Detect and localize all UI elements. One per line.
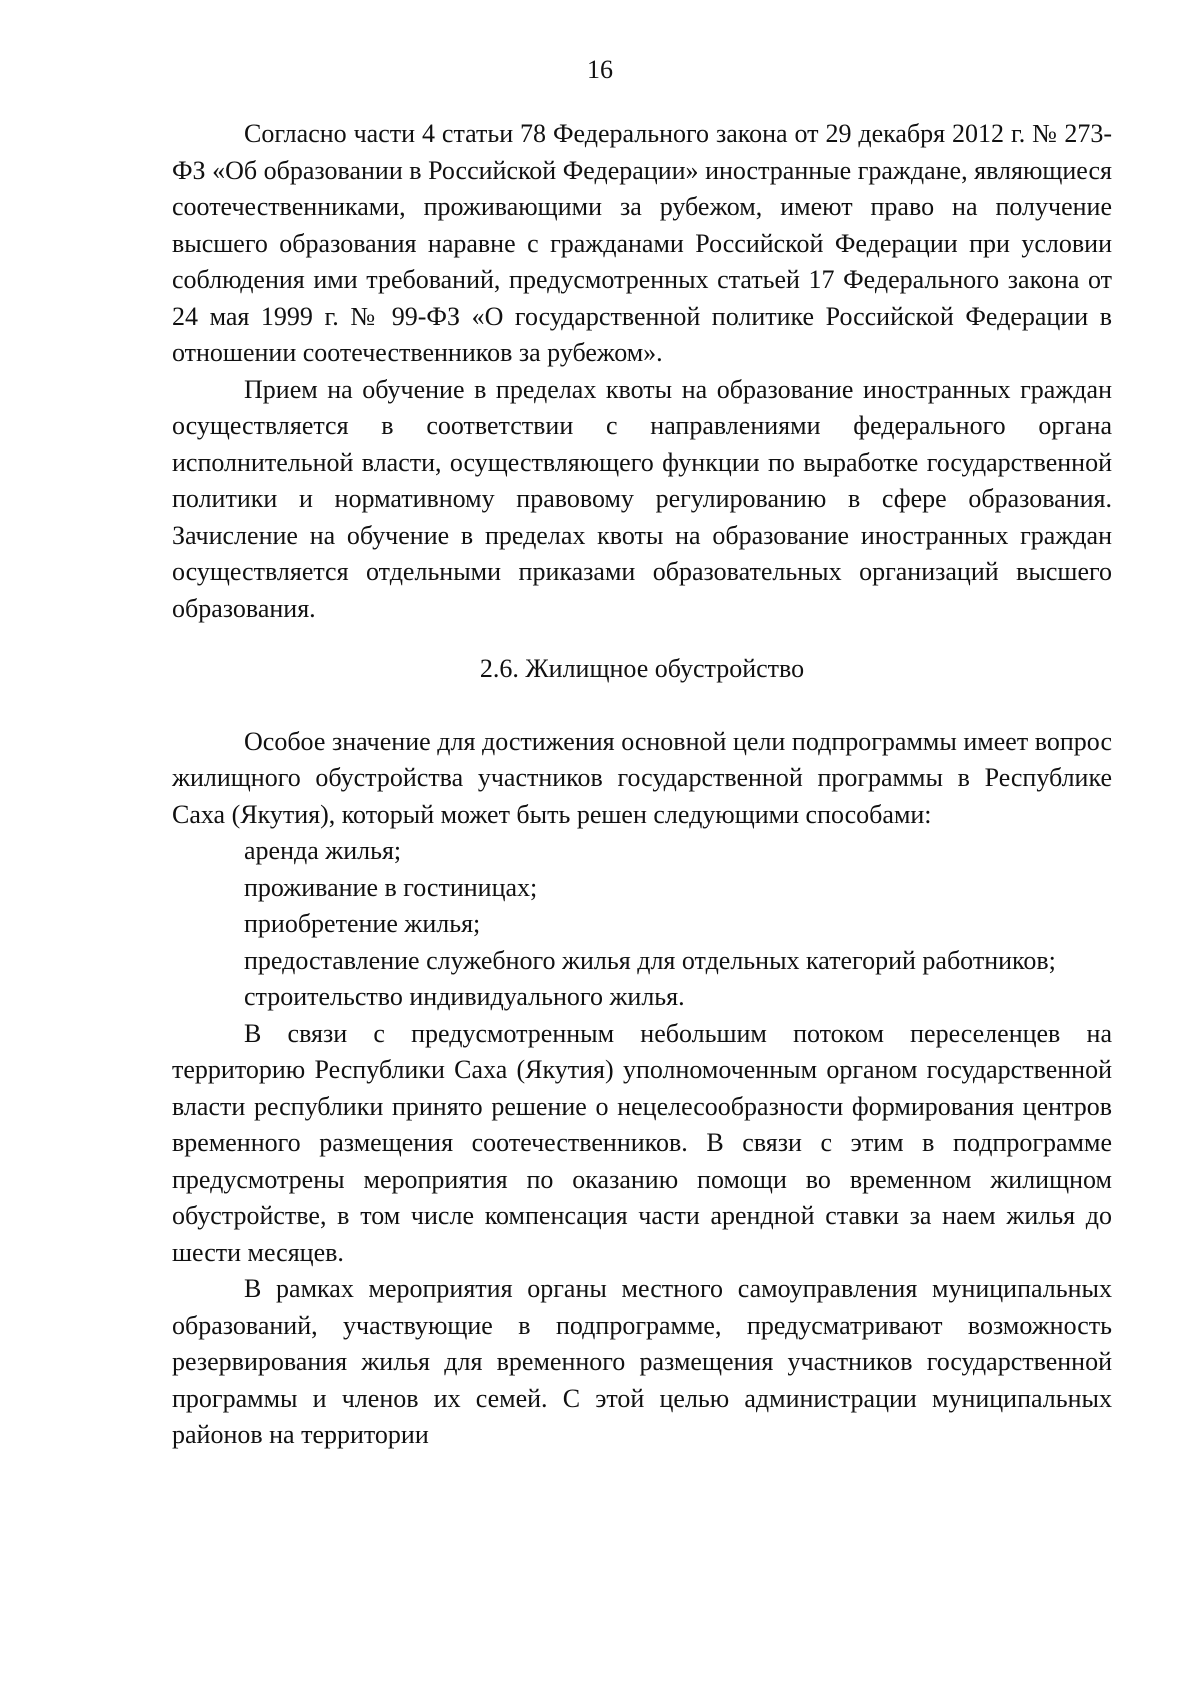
paragraph-education-law: Согласно части 4 статьи 78 Федерального закона от 29 декабря 2012 г. № 273-ФЗ «Об образовании в Российской Федерации» иностранные граждане, являющиеся соотечественниками, проживающими за рубежом, имеют право на получение высшего образования наравне с гражданами Российской Федерации при условии соблюдения ими требований, предусмотренных статьей 17 Федерального закона от 24 мая 1999 г. № 99-ФЗ «О государственной политике Российской Федерации в отношении соотечественников за рубежом». [172, 119, 1112, 367]
paragraph-quota-admission: Прием на обучение в пределах квоты на образование иностранных граждан осуществляется в соответствии с направлениями федерального органа исполнительной власти, осуществляющего функции по выработке государственной политики и нормативному правовому регулированию в сфере образования. Зачисление на обучение в пределах квоты на образование иностранных граждан осуществляется отдельными приказами образовательных организаций высшего образования. [172, 374, 1112, 623]
paragraph-temporary-housing: В связи с предусмотренным небольшим потоком переселенцев на территорию Республики Саха (Якутия) уполномоченным органом государственной власти республики принято решение о нецелесообразности формирования центров временного размещения соотечественников. В связи с этим в подпрограмме предусмотрены мероприятия по оказанию помощи во временном жилищном обустройстве, в том числе компенсация части арендной ставки за наем жилья до шести месяцев. [172, 1018, 1112, 1267]
document-body [172, 116, 1112, 1454]
list-item: приобретение жилья; [244, 909, 481, 938]
list-item: строительство индивидуального жилья. [244, 982, 685, 1011]
paragraph-housing-intro: Особое значение для достижения основной цели подпрограммы имеет вопрос жилищного обустройства участников государственной программы в Республике Саха (Якутия), который может быть решен следующими способами: [172, 726, 1112, 829]
section-heading: 2.6. Жилищное обустройство [479, 654, 805, 683]
paragraph-housing-reservation: В рамках мероприятия органы местного самоуправления муниципальных образований, участвующие в подпрограмме, предусматривают возможность резервирования жилья для временного размещения участников государственной программы и членов их семей. С этой целью администрации муниципальных районов на территории [172, 1274, 1112, 1449]
list-item: предоставление служебного жилья для отдельных категорий работников; [244, 945, 1056, 975]
page-number: 16 [587, 55, 613, 84]
list-item: аренда жилья; [244, 836, 402, 865]
list-item: проживание в гостиницах; [244, 872, 538, 902]
